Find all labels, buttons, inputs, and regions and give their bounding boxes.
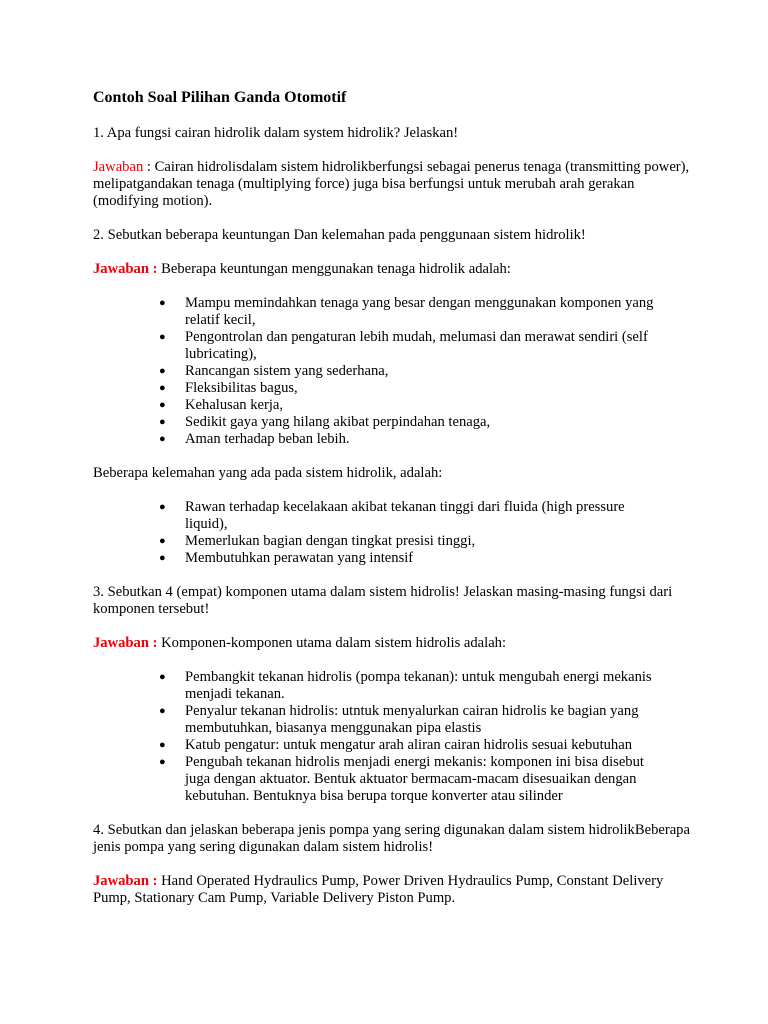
list-item-text: Rancangan sistem yang sederhana,	[185, 363, 389, 379]
list-item	[159, 380, 665, 397]
bullet-icon: ●	[159, 297, 166, 309]
bullet-icon: ●	[159, 756, 166, 768]
list-item-text: Sedikit gaya yang hilang akibat perpindahan tenaga,	[185, 414, 491, 430]
answer-3-intro-text: Komponen-komponen utama dalam sistem hidrolis adalah:	[157, 635, 507, 651]
disadvantages-list	[93, 499, 693, 567]
list-item	[159, 363, 665, 380]
list-item	[159, 499, 665, 533]
list-item	[159, 703, 665, 737]
disadvantages-intro: Beberapa kelemahan yang ada pada sistem hidrolik, adalah:	[93, 465, 443, 481]
answer-4	[93, 873, 693, 907]
list-item-text: Pembangkit tekanan hidrolis (pompa tekanan): untuk mengubah energi mekanis menjadi tekanan.	[185, 669, 652, 702]
answer-2-intro	[93, 261, 693, 278]
list-item	[159, 550, 665, 567]
question-3: 3. Sebutkan 4 (empat) komponen utama dalam sistem hidrolis! Jelaskan masing-masing fungsi dari komponen tersebut!	[93, 584, 673, 617]
question-1: 1. Apa fungsi cairan hidrolik dalam system hidrolik? Jelaskan!	[93, 125, 459, 141]
list-item-text: Mampu memindahkan tenaga yang besar dengan menggunakan komponen yang relatif kecil,	[185, 295, 654, 328]
list-item-text: Memerlukan bagian dengan tingkat presisi tinggi,	[185, 533, 476, 549]
list-item	[159, 737, 665, 754]
bullet-icon: ●	[159, 382, 166, 394]
answer-2-intro-text: Beberapa keuntungan menggunakan tenaga hidrolik adalah:	[157, 261, 511, 277]
list-item-text: Fleksibilitas bagus,	[185, 380, 298, 396]
list-item-text: Membutuhkan perawatan yang intensif	[185, 550, 414, 566]
bullet-icon: ●	[159, 552, 166, 564]
list-item	[159, 329, 665, 363]
bullet-icon: ●	[159, 416, 166, 428]
bullet-icon: ●	[159, 705, 166, 717]
list-item-text: Rawan terhadap kecelakaan akibat tekanan tinggi dari fluida (high pressure liquid),	[185, 499, 625, 532]
answer-label: Jawaban :	[93, 635, 158, 651]
document-page	[93, 88, 693, 924]
components-list	[93, 669, 693, 805]
answer-label: Jawaban	[93, 159, 144, 175]
list-item-text: Pengontrolan dan pengaturan lebih mudah, melumasi dan merawat sendiri (self lubricating),	[185, 329, 648, 362]
list-item-text: Pengubah tekanan hidrolis menjadi energi mekanis: komponen ini bisa disebut juga dengan aktuator. Bentuk aktuator bermacam-macam disesuaikan dengan kebutuhan. Bentuknya bisa berupa torque konverter atau silinder	[185, 754, 644, 804]
list-item	[159, 533, 665, 550]
list-item	[159, 754, 665, 805]
list-item	[159, 431, 665, 448]
bullet-icon: ●	[159, 399, 166, 411]
answer-label: Jawaban :	[93, 261, 158, 277]
advantages-list	[93, 295, 693, 448]
question-2: 2. Sebutkan beberapa keuntungan Dan kelemahan pada penggunaan sistem hidrolik!	[93, 227, 586, 243]
answer-1-text: : Cairan hidrolisdalam sistem hidrolikberfungsi sebagai penerus tenaga (transmitting power), melipatgandakan tenaga (multiplying force) juga bisa berfungsi untuk merubah arah gerakan (modifying motion).	[93, 159, 690, 209]
answer-label: Jawaban :	[93, 873, 158, 889]
bullet-icon: ●	[159, 433, 166, 445]
page-title: Contoh Soal Pilihan Ganda Otomotif	[93, 89, 347, 106]
list-item-text: Aman terhadap beban lebih.	[185, 431, 350, 447]
bullet-icon: ●	[159, 739, 166, 751]
list-item	[159, 295, 665, 329]
list-item	[159, 414, 665, 431]
bullet-icon: ●	[159, 365, 166, 377]
list-item-text: Kehalusan kerja,	[185, 397, 284, 413]
list-item	[159, 397, 665, 414]
question-4: 4. Sebutkan dan jelaskan beberapa jenis pompa yang sering digunakan dalam sistem hidrolikBeberapa jenis pompa yang sering digunakan dalam sistem hidrolis!	[93, 822, 690, 855]
bullet-icon: ●	[159, 331, 166, 343]
bullet-icon: ●	[159, 535, 166, 547]
answer-4-text: Hand Operated Hydraulics Pump, Power Driven Hydraulics Pump, Constant Delivery Pump, Stationary Cam Pump, Variable Delivery Piston Pump.	[93, 873, 664, 906]
answer-3-intro	[93, 635, 693, 652]
answer-1	[93, 159, 693, 210]
list-item	[159, 669, 665, 703]
list-item-text: Penyalur tekanan hidrolis: utntuk menyalurkan cairan hidrolis ke bagian yang membutuhkan, biasanya menggunakan pipa elastis	[185, 703, 639, 736]
bullet-icon: ●	[159, 501, 166, 513]
bullet-icon: ●	[159, 671, 166, 683]
list-item-text: Katub pengatur: untuk mengatur arah aliran cairan hidrolis sesuai kebutuhan	[185, 737, 632, 753]
